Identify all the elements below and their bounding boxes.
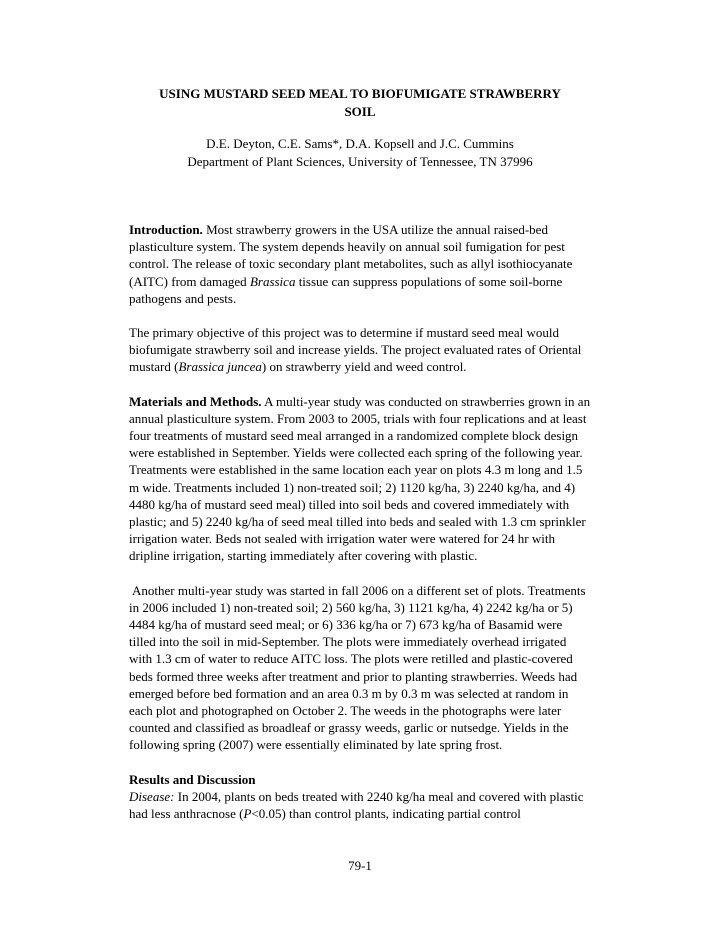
objective-text-b: ) on strawberry yield and weed control. xyxy=(261,359,467,375)
methods-text: A multi-year study was conducted on strawberries grown in an annual plasticulture system. From 2003 to 2005, trials with four replications and at least four treatments of mustard seed meal arranged in a randomized complete block design were established in September. Yields were collected each spring of the following year. Treatments were established in the same location each year on plots 4.3 m long and 1.5 m wide. Treatments included 1) non-treated soil; 2) 1120 kg/ha, 3) 2240 kg/ha, and 4) 4480 kg/ha of mustard seed meal) tilled into soil beds and covered immediately with plastic; and 5) 2240 kg/ha of seed meal tilled into beds and sealed with 1.3 cm sprinkler irrigation water. Beds not sealed with irrigation water were watered for 24 hr with dripline irrigation, starting immediately after covering with plastic. xyxy=(129,393,591,564)
methods-paragraph-2: Another multi-year study was started in fall 2006 on a different set of plots. Treatments in 2006 included 1) non-treated soil; 2) 560 kg/ha, 3) 1121 kg/ha, 4) 2242 kg/ha or 5) 4484 kg/ha of mustard seed meal; or 6) 336 kg/ha or 7) 673 kg/ha of Basamid were tilled into the soil in mid-September. The plots were immediately overhead irrigated with 1.3 cm of water to reduce AITC loss. The plots were retilled and plastic-covered beds formed three weeks after treatment and prior to planting strawberries. Weeds had emerged before bed formation and an area 0.3 m by 0.3 m was selected at random in each plot and photographed on October 2. The weeds in the photographs were later counted and classified as broadleaf or grassy weeds, garlic or nutsedge. Yields in the following spring (2007) were essentially eliminated by late spring frost. xyxy=(129,582,586,753)
disease-subheading: Disease: xyxy=(129,788,175,804)
objective-text-a: The primary objective of this project was to determine if mustard seed meal would biofumigate strawberry soil and increase yields. The project evaluated rates of Oriental mustard ( xyxy=(129,325,582,375)
results-italic: P xyxy=(243,806,252,822)
title-line-2: SOIL xyxy=(344,103,376,119)
title-line-1: USING MUSTARD SEED MEAL TO BIOFUMIGATE STRAWBERRY xyxy=(159,86,561,101)
introduction-italic: Brassica xyxy=(249,273,296,289)
affiliation: Department of Plant Sciences, University of Tennessee, TN 37996 xyxy=(187,154,533,169)
results-text-b: <0.05) than control plants, indicating partial control xyxy=(251,806,521,822)
paper-title xyxy=(128,85,592,120)
introduction-text-a: Most strawberry growers in the USA utilize the annual raised-bed plasticulture system. The system depends heavily on annual soil fumigation for pest control. The release of toxic secondary plant metabolites, such as allyl isothiocyanate (AITC) from damaged xyxy=(129,222,573,289)
results-text-a: In 2004, plants on beds treated with 2240 kg/ha meal and covered with plastic had less anthracnose ( xyxy=(129,788,584,822)
introduction-text-b: tissue can suppress populations of some soil-borne pathogens and pests. xyxy=(129,273,563,306)
results-heading: Results and Discussion xyxy=(129,771,256,787)
objective-italic: Brassica juncea xyxy=(178,359,262,375)
body-text xyxy=(129,221,591,822)
results-paragraph xyxy=(129,771,591,823)
introduction-heading: Introduction. xyxy=(129,222,203,237)
objective-paragraph xyxy=(129,324,591,376)
page-number: 79-1 xyxy=(348,858,372,873)
methods-heading: Materials and Methods. xyxy=(129,393,262,409)
introduction-paragraph xyxy=(129,221,591,307)
author-block xyxy=(110,135,610,171)
methods-paragraph xyxy=(129,393,591,565)
author-names: D.E. Deyton, C.E. Sams*, D.A. Kopsell and J.C. Cummins xyxy=(206,136,514,151)
